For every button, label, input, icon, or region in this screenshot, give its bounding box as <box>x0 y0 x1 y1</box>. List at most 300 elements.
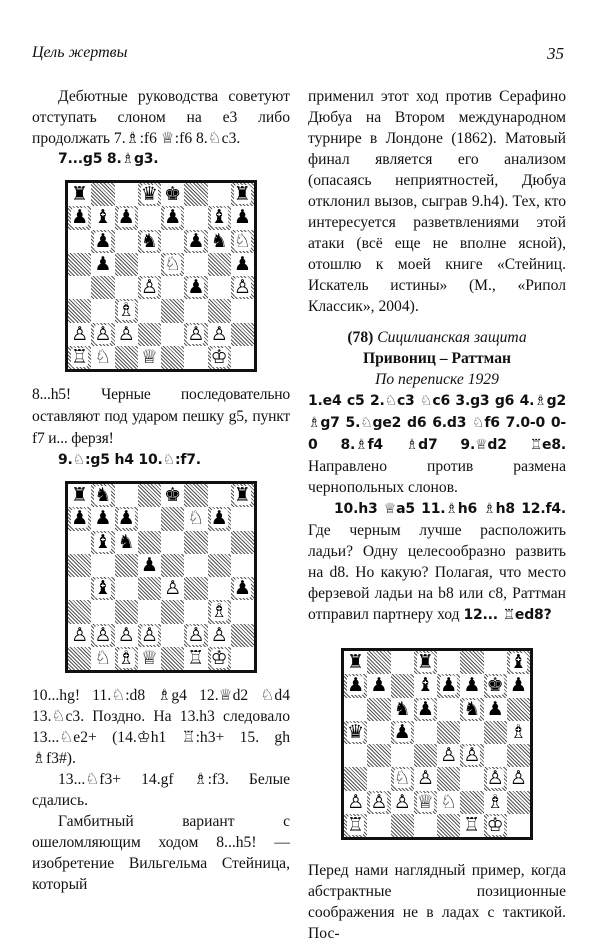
board-square <box>231 577 254 600</box>
board-square <box>184 299 207 322</box>
board-square <box>161 600 184 623</box>
board-square <box>115 230 138 253</box>
white-king-icon: ♔ <box>210 646 228 669</box>
board-square <box>344 698 367 721</box>
white-pawn-icon: ♙ <box>94 623 112 646</box>
board-square <box>184 647 207 670</box>
paragraph: Дебютные руководства советуют отступать слоном на е3 либо продолжать 7.♗:f6 ♕:f6 8.♘c3. <box>32 88 290 147</box>
board-square <box>414 674 437 697</box>
board-square <box>208 276 231 299</box>
board-square <box>391 674 414 697</box>
moves: 12... ♖ed8? <box>463 607 552 623</box>
black-pawn-icon: ♟ <box>486 697 504 720</box>
board-square <box>208 507 231 530</box>
board-square <box>231 276 254 299</box>
white-pawn-icon: ♙ <box>71 322 89 345</box>
board-square <box>115 484 138 507</box>
board-square <box>231 323 254 346</box>
white-pawn-icon: ♙ <box>347 790 365 813</box>
black-knight-icon: ♞ <box>94 484 112 507</box>
board-square <box>161 276 184 299</box>
board-square <box>138 323 161 346</box>
board-square <box>208 577 231 600</box>
board-square <box>460 767 483 790</box>
board-square <box>484 721 507 744</box>
board-square <box>161 253 184 276</box>
black-pawn-icon: ♟ <box>210 507 228 530</box>
board-square <box>231 484 254 507</box>
board-square <box>184 230 207 253</box>
board-square <box>138 299 161 322</box>
board-square <box>367 674 390 697</box>
black-pawn-icon: ♟ <box>71 206 89 229</box>
black-pawn-icon: ♟ <box>94 229 112 252</box>
board-square <box>414 814 437 837</box>
board-square <box>161 554 184 577</box>
white-bishop-icon: ♗ <box>117 646 135 669</box>
board-square <box>184 276 207 299</box>
black-knight-icon: ♞ <box>117 530 135 553</box>
white-pawn-icon: ♙ <box>164 577 182 600</box>
board-square <box>184 183 207 206</box>
board-square <box>91 600 114 623</box>
board-square <box>91 323 114 346</box>
comment: Направлено против размена чернопольных слонов. <box>308 458 566 496</box>
black-pawn-icon: ♟ <box>187 276 205 299</box>
white-pawn-icon: ♙ <box>117 623 135 646</box>
board-square <box>184 323 207 346</box>
move-line: 9.♘:g5 h4 10.♘:f7. <box>58 452 201 468</box>
board-square <box>161 230 184 253</box>
board-square <box>68 507 91 530</box>
board-square <box>68 554 91 577</box>
board-square <box>367 698 390 721</box>
black-knight-icon: ♞ <box>463 697 481 720</box>
white-pawn-icon: ♙ <box>393 790 411 813</box>
board-square <box>414 767 437 790</box>
board-square <box>115 299 138 322</box>
board-square <box>115 577 138 600</box>
board-square <box>484 674 507 697</box>
white-knight-icon: ♘ <box>187 507 205 530</box>
board-square <box>161 484 184 507</box>
black-pawn-icon: ♟ <box>393 720 411 743</box>
board-square <box>484 767 507 790</box>
board-square <box>91 346 114 369</box>
board-square <box>391 791 414 814</box>
board-square <box>391 721 414 744</box>
board-square <box>460 814 483 837</box>
board-square <box>208 230 231 253</box>
board-square <box>68 323 91 346</box>
moves: 10.h3 ♕a5 11.♗h6 ♗h8 12.f4. <box>334 501 566 517</box>
board-square <box>91 531 114 554</box>
board-square <box>208 554 231 577</box>
white-knight-icon: ♘ <box>164 252 182 275</box>
board-square <box>231 600 254 623</box>
board-square <box>231 554 254 577</box>
board-square <box>115 647 138 670</box>
board-square <box>231 299 254 322</box>
board-square <box>184 346 207 369</box>
white-pawn-icon: ♙ <box>233 276 251 299</box>
board-square <box>91 183 114 206</box>
board-square <box>68 183 91 206</box>
black-king-icon: ♚ <box>164 183 182 206</box>
white-queen-icon: ♕ <box>140 345 158 368</box>
board-square <box>184 531 207 554</box>
board-square <box>391 744 414 767</box>
white-pawn-icon: ♙ <box>463 744 481 767</box>
black-pawn-icon: ♟ <box>117 206 135 229</box>
chess-diagram-1 <box>65 180 257 372</box>
board-square <box>507 698 530 721</box>
board-square <box>507 767 530 790</box>
board-square <box>68 299 91 322</box>
white-knight-icon: ♘ <box>94 345 112 368</box>
black-king-icon: ♚ <box>164 484 182 507</box>
board-square <box>344 791 367 814</box>
opening-name: Сицилианская защита <box>377 329 527 346</box>
black-pawn-icon: ♟ <box>233 252 251 275</box>
black-rook-icon: ♜ <box>71 484 89 507</box>
board-square <box>437 744 460 767</box>
black-bishop-icon: ♝ <box>210 206 228 229</box>
black-pawn-icon: ♟ <box>140 553 158 576</box>
white-pawn-icon: ♙ <box>210 322 228 345</box>
board-square <box>91 206 114 229</box>
left-column <box>32 86 290 895</box>
board-square <box>138 600 161 623</box>
board-square <box>367 767 390 790</box>
white-bishop-icon: ♗ <box>117 299 135 322</box>
white-rook-icon: ♖ <box>71 345 89 368</box>
board-square <box>437 767 460 790</box>
board-square <box>91 230 114 253</box>
board-square <box>231 206 254 229</box>
white-knight-icon: ♘ <box>393 767 411 790</box>
board-square <box>208 183 231 206</box>
board-square <box>231 253 254 276</box>
move-line: 7...g5 8.♗g3. <box>58 151 159 167</box>
black-pawn-icon: ♟ <box>117 507 135 530</box>
board-square <box>414 721 437 744</box>
board-square <box>138 624 161 647</box>
board-square <box>68 253 91 276</box>
black-bishop-icon: ♝ <box>94 530 112 553</box>
board-square <box>115 624 138 647</box>
board-square <box>115 276 138 299</box>
board-square <box>138 554 161 577</box>
black-knight-icon: ♞ <box>140 229 158 252</box>
board-square <box>344 674 367 697</box>
black-knight-icon: ♞ <box>393 697 411 720</box>
board-square <box>91 647 114 670</box>
board-square <box>68 346 91 369</box>
black-pawn-icon: ♟ <box>370 674 388 697</box>
board-square <box>115 554 138 577</box>
white-pawn-icon: ♙ <box>187 623 205 646</box>
board-square <box>437 698 460 721</box>
board-square <box>367 814 390 837</box>
black-queen-icon: ♛ <box>347 720 365 743</box>
event: По переписке 1929 <box>375 371 499 388</box>
white-queen-icon: ♕ <box>416 790 434 813</box>
black-pawn-icon: ♟ <box>416 697 434 720</box>
board-square <box>184 554 207 577</box>
white-rook-icon: ♖ <box>463 813 481 836</box>
board-square <box>208 600 231 623</box>
white-pawn-icon: ♙ <box>71 623 89 646</box>
black-pawn-icon: ♟ <box>463 674 481 697</box>
black-pawn-icon: ♟ <box>233 577 251 600</box>
board-square <box>138 183 161 206</box>
board-square <box>138 647 161 670</box>
black-rook-icon: ♜ <box>233 484 251 507</box>
board-square <box>414 651 437 674</box>
board-square <box>460 651 483 674</box>
board-square <box>484 651 507 674</box>
board-square <box>414 698 437 721</box>
white-pawn-icon: ♙ <box>210 623 228 646</box>
black-rook-icon: ♜ <box>71 183 89 206</box>
board-square <box>367 744 390 767</box>
board-square <box>344 767 367 790</box>
board-square <box>68 647 91 670</box>
board-square <box>161 346 184 369</box>
board-square <box>138 484 161 507</box>
white-knight-icon: ♘ <box>440 790 458 813</box>
paragraph: Гамбитный вариант с ошеломляющим ходом 8...h5! — изобретение Вильгельма Стейница, который <box>32 813 290 893</box>
board-square <box>68 206 91 229</box>
board-square <box>367 791 390 814</box>
board-square <box>437 721 460 744</box>
board-square <box>91 299 114 322</box>
board-square <box>91 507 114 530</box>
white-rook-icon: ♖ <box>187 646 205 669</box>
board-square <box>507 674 530 697</box>
board-square <box>344 814 367 837</box>
white-pawn-icon: ♙ <box>440 744 458 767</box>
black-rook-icon: ♜ <box>416 651 434 674</box>
board-square <box>507 721 530 744</box>
board-square <box>91 624 114 647</box>
board-square <box>91 276 114 299</box>
white-pawn-icon: ♙ <box>416 767 434 790</box>
board-square <box>138 206 161 229</box>
board-square <box>115 183 138 206</box>
board-square <box>507 744 530 767</box>
paragraph <box>308 390 566 498</box>
board-square <box>91 577 114 600</box>
board-square <box>138 577 161 600</box>
black-knight-icon: ♞ <box>210 229 228 252</box>
board-square <box>184 624 207 647</box>
board-square <box>208 647 231 670</box>
board-square <box>184 253 207 276</box>
board-square <box>484 744 507 767</box>
white-pawn-icon: ♙ <box>486 767 504 790</box>
board-square <box>437 791 460 814</box>
white-queen-icon: ♕ <box>140 646 158 669</box>
board-square <box>161 206 184 229</box>
black-pawn-icon: ♟ <box>347 674 365 697</box>
board-square <box>414 791 437 814</box>
board-square <box>115 253 138 276</box>
board-square <box>115 346 138 369</box>
white-king-icon: ♔ <box>486 813 504 836</box>
paragraph: 13...♘f3+ 14.gf ♗:f3. Белые сдались. <box>32 771 290 809</box>
board-square <box>484 791 507 814</box>
board-square <box>437 674 460 697</box>
board-square <box>460 791 483 814</box>
board-square <box>68 600 91 623</box>
black-rook-icon: ♜ <box>233 183 251 206</box>
board-square <box>68 531 91 554</box>
white-bishop-icon: ♗ <box>486 790 504 813</box>
board-square <box>138 276 161 299</box>
board-square <box>138 253 161 276</box>
board-square <box>68 624 91 647</box>
white-pawn-icon: ♙ <box>140 623 158 646</box>
black-bishop-icon: ♝ <box>94 577 112 600</box>
white-bishop-icon: ♗ <box>509 720 527 743</box>
board-square <box>138 531 161 554</box>
board-square <box>115 507 138 530</box>
board-square <box>161 647 184 670</box>
paragraph: Перед нами наглядный пример, когда абстрактные позиционные соображения не в ладах с тактикой. Пос- <box>308 862 566 942</box>
board-square <box>437 814 460 837</box>
board-square <box>138 346 161 369</box>
board-square <box>184 206 207 229</box>
board-square <box>115 323 138 346</box>
players: Привониц – Раттман <box>363 350 511 367</box>
black-pawn-icon: ♟ <box>233 206 251 229</box>
board-square <box>138 507 161 530</box>
board-square <box>208 484 231 507</box>
board-square <box>231 230 254 253</box>
white-bishop-icon: ♗ <box>210 600 228 623</box>
board-square <box>184 484 207 507</box>
board-square <box>231 183 254 206</box>
move-text: 8...h5! Черные последовательно оставляют под ударом пешку g5, пункт f7 и... ферзя! <box>32 386 290 447</box>
black-rook-icon: ♜ <box>347 651 365 674</box>
white-pawn-icon: ♙ <box>509 767 527 790</box>
board-square <box>391 767 414 790</box>
board-square <box>115 600 138 623</box>
board-square <box>484 698 507 721</box>
board-square <box>68 276 91 299</box>
white-pawn-icon: ♙ <box>140 276 158 299</box>
board-square <box>91 484 114 507</box>
board-square <box>460 721 483 744</box>
board-square <box>68 230 91 253</box>
chess-diagram-3 <box>341 648 533 840</box>
black-pawn-icon: ♟ <box>164 206 182 229</box>
board-square <box>161 577 184 600</box>
board-square <box>208 323 231 346</box>
board-square <box>507 651 530 674</box>
white-pawn-icon: ♙ <box>94 322 112 345</box>
board-square <box>161 323 184 346</box>
board-square <box>367 651 390 674</box>
board-square <box>161 624 184 647</box>
board-square <box>184 577 207 600</box>
board-square <box>231 507 254 530</box>
board-square <box>208 346 231 369</box>
board-square <box>208 206 231 229</box>
board-square <box>91 253 114 276</box>
board-square <box>161 507 184 530</box>
board-square <box>437 651 460 674</box>
black-pawn-icon: ♟ <box>71 507 89 530</box>
black-bishop-icon: ♝ <box>94 206 112 229</box>
board-square <box>115 531 138 554</box>
black-bishop-icon: ♝ <box>416 674 434 697</box>
board-square <box>208 531 231 554</box>
board-square <box>184 600 207 623</box>
board-square <box>460 744 483 767</box>
board-square <box>460 674 483 697</box>
board-square <box>68 577 91 600</box>
black-pawn-icon: ♟ <box>440 674 458 697</box>
board-square <box>231 624 254 647</box>
black-pawn-icon: ♟ <box>509 674 527 697</box>
white-pawn-icon: ♙ <box>370 790 388 813</box>
black-pawn-icon: ♟ <box>94 507 112 530</box>
white-rook-icon: ♖ <box>347 813 365 836</box>
board-square <box>208 624 231 647</box>
chess-diagram-2 <box>65 481 257 673</box>
running-title: Цель жертвы <box>32 44 128 61</box>
board-square <box>68 484 91 507</box>
right-column <box>308 86 566 944</box>
paragraph: 10...hg! 11.♘:d8 ♗g4 12.♕d2 ♘d4 13.♘c3. Поздно. На 13.h3 следовало 13...♘e2+ (14.♔h1 ♖:h3+ 15. gh ♗f3#). <box>32 687 290 767</box>
black-queen-icon: ♛ <box>140 183 158 206</box>
board-square <box>208 253 231 276</box>
board-square <box>184 507 207 530</box>
board-square <box>161 183 184 206</box>
white-pawn-icon: ♙ <box>187 322 205 345</box>
paragraph <box>32 384 290 450</box>
board-square <box>414 744 437 767</box>
white-king-icon: ♔ <box>210 345 228 368</box>
board-square <box>344 744 367 767</box>
board-square <box>507 814 530 837</box>
paragraph: применил этот ход против Серафино Дюбуа на Втором международном турнире в Лондоне (1862). Матовый финал является его анализом (опасаясь неприятностей, Дюбуа отклонил вызов, сыграв 9.h4). Тех, кто интересуется разветвлениями этой атаки (всё еще не вполне ясной), отошлю к моей книге «Стейниц. Искатель истины» (М., «Рипол Классик», 2004). <box>308 88 566 315</box>
board-square <box>91 554 114 577</box>
board-square <box>367 721 390 744</box>
comment: Где черным лучше расположить ладьи? Одну целесообразно развить на d8. Но какую? Полагая, что место ферзевой ладьи на b8 или c8, Раттман отправил партнеру ход <box>308 522 566 623</box>
game-number: (78) <box>347 329 374 346</box>
board-square <box>231 647 254 670</box>
board-square <box>161 531 184 554</box>
page-number: 35 <box>547 44 564 63</box>
board-square <box>484 814 507 837</box>
board-square <box>391 814 414 837</box>
board-square <box>507 791 530 814</box>
moves: 1.e4 c5 2.♘c3 ♘c6 3.g3 g6 4.♗g2 ♗g7 5.♘ge2 d6 6.d3 ♘f6 7.0-0 0-0 8.♗f4 ♗d7 9.♕d2 ♖e8. <box>308 393 566 453</box>
board-square <box>208 299 231 322</box>
black-pawn-icon: ♟ <box>187 229 205 252</box>
white-pawn-icon: ♙ <box>117 322 135 345</box>
game-heading <box>308 327 566 348</box>
board-square <box>460 698 483 721</box>
board-square <box>391 651 414 674</box>
white-knight-icon: ♘ <box>94 646 112 669</box>
board-square <box>391 698 414 721</box>
board-square <box>231 346 254 369</box>
